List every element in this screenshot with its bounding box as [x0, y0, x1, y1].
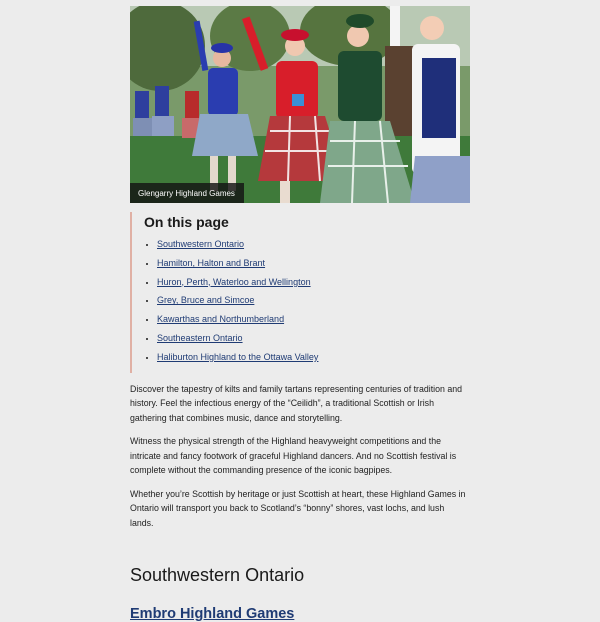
intro-paragraph-1: Discover the tapestry of kilts and family tartans representing centuries of tradition and history. Feel the infectious energy of the “Ceilidh”, a traditional Scottish or Irish gathering that combines music, dance and storytelling.	[130, 383, 463, 423]
toc-link-southwestern-ontario[interactable]: Southwestern Ontario	[157, 239, 245, 249]
toc-item	[157, 277, 470, 287]
toc-link-grey-bruce-simcoe[interactable]: Grey, Bruce and Simcoe	[157, 295, 255, 306]
on-this-page-nav	[130, 212, 470, 373]
toc-item	[157, 239, 470, 249]
main-column	[130, 0, 470, 622]
toc-item	[157, 314, 470, 324]
toc-item	[157, 295, 470, 305]
toc-item	[157, 333, 470, 343]
toc-item	[157, 352, 470, 362]
toc-link-hamilton-halton-brant[interactable]: Hamilton, Halton and Brant	[157, 257, 266, 268]
toc-link-kawarthas-northumberland[interactable]: Kawarthas and Northumberland	[157, 314, 285, 325]
toc-link-southeastern-ontario[interactable]: Southeastern Ontario	[157, 332, 243, 343]
toc-item	[157, 258, 470, 268]
toc-title: On this page	[144, 214, 229, 230]
toc-list	[144, 239, 470, 362]
hero-image	[130, 6, 470, 203]
intro-paragraph-3: Whether you’re Scottish by heritage or just Scottish at heart, these Highland Games in Ontario will transport you back to Scotland’s “bonny” shores, vast lochs, and lush lands.	[130, 488, 466, 528]
embro-highland-games-link[interactable]: Embro Highland Games	[130, 606, 295, 622]
intro-paragraph-2: Witness the physical strength of the Highland heavyweight competitions and the intricate and fancy footwork of graceful Highland dancers. And no Scottish festival is complete without the commanding presence of the iconic bagpipes.	[130, 436, 457, 476]
highland-dancers-photo	[130, 6, 470, 203]
toc-link-haliburton-ottawa-valley[interactable]: Haliburton Highland to the Ottawa Valley	[157, 351, 319, 362]
toc-link-huron-perth-waterloo-wellington[interactable]: Huron, Perth, Waterloo and Wellington	[157, 276, 311, 287]
section-heading-southwestern-ontario: Southwestern Ontario	[130, 565, 305, 586]
hero-caption: Glengarry Highland Games	[130, 183, 244, 203]
